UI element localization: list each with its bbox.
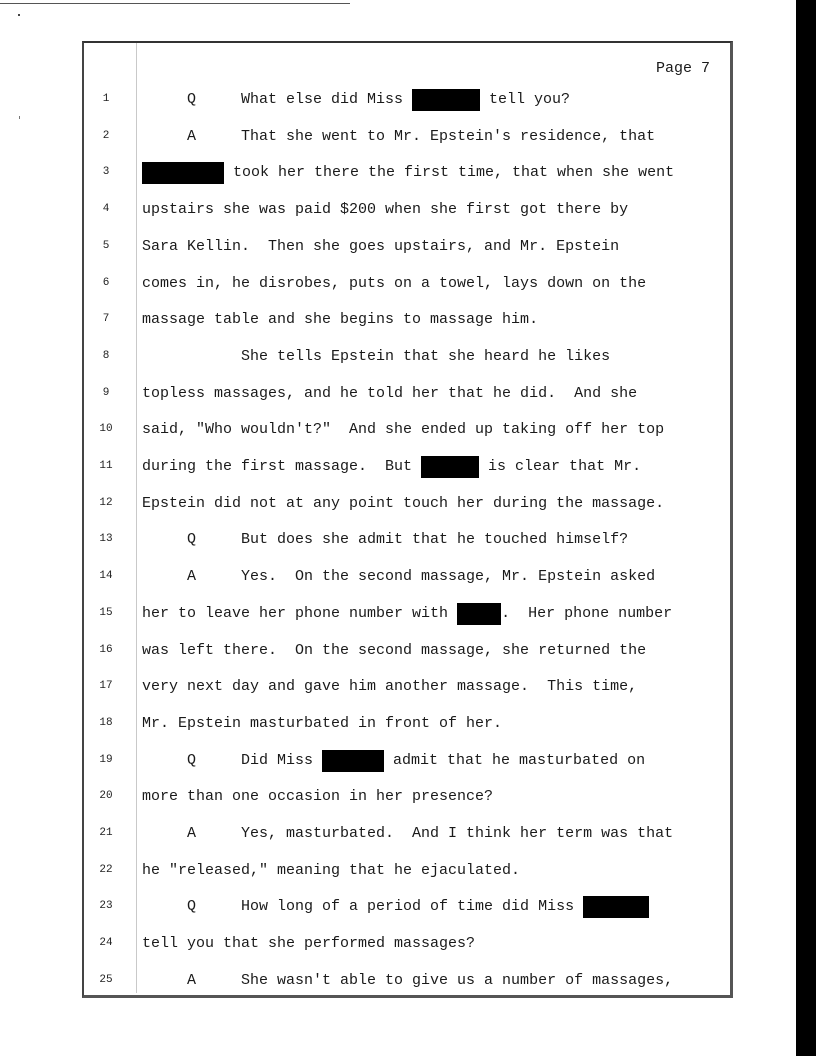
line-number: 16 [99, 643, 113, 656]
line-text [142, 786, 493, 808]
line-text [142, 529, 628, 551]
line-text [142, 676, 637, 698]
transcript-line [0, 236, 720, 258]
line-text [142, 199, 628, 221]
line-text [142, 603, 672, 625]
line-text-segment: . Her phone number [501, 604, 673, 622]
scan-top-rule [0, 3, 350, 4]
line-text-segment: Mr. Epstein masturbated in front of her. [142, 714, 503, 732]
line-text-segment: tell you? [480, 91, 571, 108]
line-text [142, 933, 475, 955]
line-number: 14 [99, 570, 113, 583]
transcript-line [0, 456, 720, 478]
line-number: 4 [102, 203, 110, 216]
line-number: 23 [99, 900, 113, 913]
line-text-segment: during the first massage. But [142, 458, 422, 475]
line-text-segment: A Yes. On the second massage, Mr. Epstein asked [142, 568, 656, 586]
line-text-segment: massage table and she begins to massage him. [142, 311, 539, 329]
line-number: 8 [102, 349, 110, 362]
line-text-segment: Q Did Miss [142, 751, 323, 769]
line-number: 2 [102, 129, 110, 142]
line-number: 10 [99, 423, 113, 436]
transcript-line [0, 493, 720, 515]
line-text [142, 126, 655, 148]
line-text [142, 456, 641, 478]
line-text [142, 860, 520, 882]
line-text-segment: more than one occasion in her presence? [142, 788, 494, 806]
line-number: 6 [102, 276, 110, 289]
line-text [142, 566, 655, 588]
line-text [142, 383, 637, 405]
transcript-line [0, 126, 720, 148]
line-text-segment: She tells Epstein that she heard he likes [142, 347, 611, 365]
line-number: 1 [102, 93, 110, 105]
line-text-segment: Sara Kellin. Then she goes upstairs, and Mr. Epstein [142, 237, 620, 255]
line-number: 7 [102, 313, 110, 326]
line-text [142, 162, 674, 184]
redaction-block [412, 89, 480, 111]
line-number: 12 [99, 496, 113, 509]
line-text [142, 823, 673, 845]
redaction-block [322, 750, 384, 772]
line-text-segment: A That she went to Mr. Epstein's residence, that [142, 127, 656, 145]
transcript-line [0, 199, 720, 221]
line-text [142, 713, 502, 735]
line-text-segment: said, "Who wouldn't?" And she ended up taking off her top [142, 421, 665, 439]
transcript-page-frame [82, 41, 733, 998]
transcript-line [0, 566, 720, 588]
transcript-line [0, 273, 720, 295]
line-text-segment: comes in, he disrobes, puts on a towel, lays down on the [142, 274, 647, 292]
line-text-segment: A She wasn't able to give us a number of massages, [142, 971, 674, 989]
transcript-line [0, 786, 720, 808]
line-text-segment: topless massages, and he told her that he did. And she [142, 384, 638, 402]
transcript-line [0, 896, 720, 918]
transcript-line [0, 676, 720, 698]
line-text [142, 273, 646, 295]
transcript-line [0, 603, 720, 625]
line-text [142, 236, 619, 258]
line-number: 15 [99, 606, 113, 619]
transcript-line [0, 89, 720, 111]
line-number: 22 [99, 863, 113, 876]
line-number: 25 [99, 973, 113, 986]
line-text [142, 493, 664, 515]
transcript-line [0, 309, 720, 331]
line-number: 9 [102, 386, 110, 399]
line-text-segment: admit that he masturbated on [384, 751, 646, 769]
page-number: Page 7 [656, 60, 711, 77]
scan-speck [19, 116, 20, 119]
transcript-line [0, 529, 720, 551]
line-text [142, 89, 570, 111]
redaction-block [142, 162, 224, 184]
line-text-segment: is clear that Mr. [479, 458, 642, 475]
line-text-segment: was left there. On the second massage, she returned the [142, 641, 647, 659]
transcript-line [0, 933, 720, 955]
scan-edge-bar [796, 0, 816, 1056]
transcript-line [0, 970, 720, 992]
line-text-segment: took her there the first time, that when she went [224, 164, 675, 182]
line-text [142, 640, 646, 662]
line-number: 24 [99, 937, 113, 950]
line-text [142, 970, 673, 992]
line-text-segment: upstairs she was paid $200 when she first got there by [142, 201, 629, 219]
line-text-segment: Epstein did not at any point touch her during the massage. [142, 494, 665, 512]
line-number: 21 [99, 827, 113, 839]
line-number: 3 [102, 166, 110, 179]
transcript-line [0, 750, 720, 772]
transcript-line [0, 383, 720, 405]
transcript-line [0, 713, 720, 735]
line-text-segment: Q But does she admit that he touched himself? [142, 531, 629, 549]
line-text-segment: Q How long of a period of time did Miss [142, 898, 584, 916]
line-number: 5 [102, 239, 110, 252]
line-text-segment: he "released," meaning that he ejaculated. [142, 861, 521, 879]
line-number: 17 [99, 680, 113, 693]
line-number: 11 [99, 460, 113, 472]
line-text [142, 750, 645, 772]
transcript-line [0, 346, 720, 368]
transcript-line [0, 162, 720, 184]
transcript-line [0, 823, 720, 845]
line-text-segment: very next day and gave him another massage. This time, [142, 678, 638, 696]
line-number: 19 [99, 753, 113, 766]
line-text-segment: A Yes, masturbated. And I think her term was that [142, 825, 674, 842]
scan-speck [18, 14, 20, 16]
line-number-margin-rule [136, 43, 137, 993]
transcript-line [0, 419, 720, 441]
transcript-line [0, 860, 720, 882]
redaction-block [457, 603, 501, 625]
redaction-block [583, 896, 649, 918]
line-text [142, 896, 649, 918]
line-text [142, 346, 610, 368]
line-number: 20 [99, 790, 113, 803]
line-text-segment: tell you that she performed massages? [142, 935, 476, 953]
line-number: 13 [99, 533, 113, 546]
line-text [142, 419, 664, 441]
line-text [142, 309, 538, 331]
redaction-block [421, 456, 479, 478]
line-number: 18 [99, 716, 113, 729]
transcript-line [0, 640, 720, 662]
line-text-segment: Q What else did Miss [142, 91, 413, 108]
line-text-segment: her to leave her phone number with [142, 604, 458, 622]
